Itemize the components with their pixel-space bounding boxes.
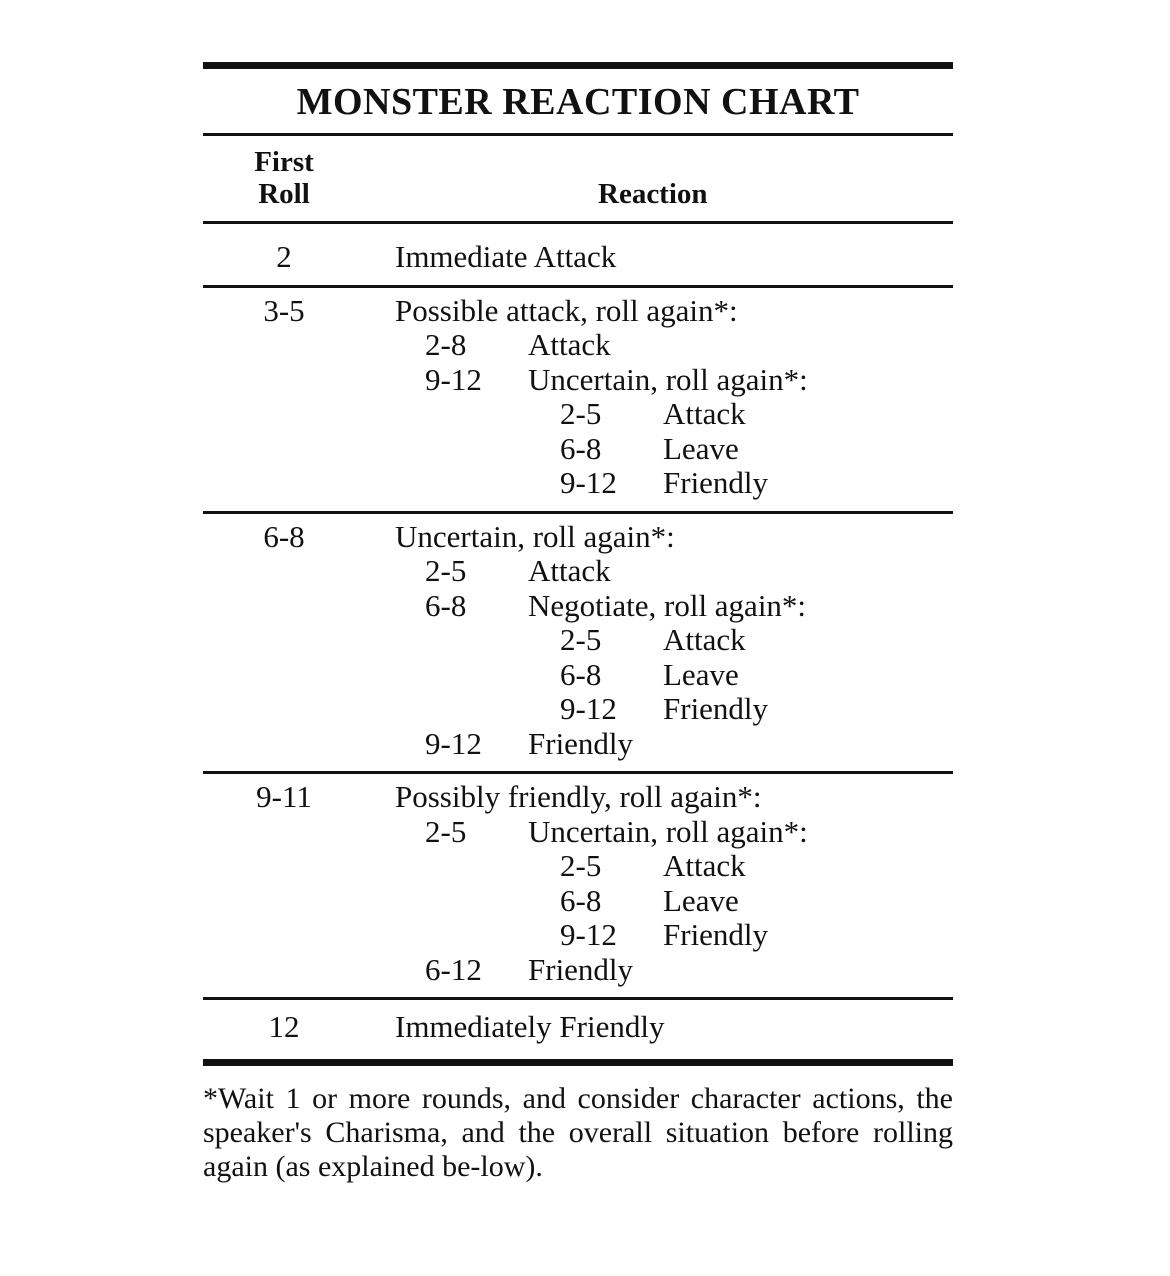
sub-result: Friendly [528,725,634,761]
sub-line [203,589,953,624]
sub-range: 2-5 [425,813,467,849]
table-row [203,288,953,511]
reaction-text: Possible attack, roll again*: [395,292,738,328]
first-roll-header-line1: First [254,146,314,178]
table-row [203,1000,953,1059]
sub-result: Friendly [528,951,634,987]
subsub-range: 2-5 [560,622,602,657]
subsub-result: Leave [663,430,739,466]
subsub-result: Friendly [663,691,769,726]
sub-line [203,363,953,398]
sub-result: Negotiate, roll again*: [528,587,807,623]
footnote: *Wait 1 or more rounds, and consider character actions, the speaker's Charisma, and the overall situation before rolling again (as explained be-low). [203,1082,953,1183]
first-roll-value: 3-5 [263,292,305,328]
subsub-result: Leave [663,882,739,918]
subsub-line [203,623,953,658]
first-roll-value: 6-8 [263,518,305,554]
subsub-range: 6-8 [560,882,602,918]
sub-range: 6-12 [425,951,482,987]
main-line [203,240,953,275]
subsub-result: Friendly [663,917,769,952]
table-row [203,514,953,772]
subsub-line [203,432,953,467]
bottom-rule [203,1059,953,1066]
first-roll-value: 2 [276,239,292,274]
reaction-text: Uncertain, roll again*: [395,518,675,554]
sub-result: Attack [528,553,611,588]
subsub-range: 6-8 [560,656,602,692]
subsub-result: Friendly [663,465,769,500]
first-roll-header-line2: Roll [258,178,310,210]
table-row [203,224,953,285]
sub-range: 2-8 [425,327,467,362]
sub-line [203,328,953,363]
subsub-range: 2-5 [560,848,602,883]
subsub-line [203,692,953,727]
sub-line [203,727,953,762]
reaction-text: Immediately Friendly [395,1009,665,1044]
main-line [203,780,953,815]
first-roll-value: 12 [268,1009,300,1044]
subsub-line [203,466,953,501]
sub-range: 6-8 [425,587,467,623]
subsub-line [203,658,953,693]
subsub-result: Attack [663,622,746,657]
reaction-chart [203,62,953,1066]
main-line [203,520,953,555]
subsub-line [203,884,953,919]
sub-range: 2-5 [425,553,467,588]
sub-line [203,815,953,850]
sub-line [203,953,953,988]
chart-title: MONSTER REACTION CHART [296,81,860,123]
reaction-text: Possibly friendly, roll again*: [395,779,762,814]
first-roll-header [203,146,365,210]
subsub-range: 2-5 [560,396,602,431]
sub-range: 9-12 [425,361,482,397]
sub-result: Uncertain, roll again*: [528,813,808,849]
subsub-range: 6-8 [560,430,602,466]
subsub-line [203,397,953,432]
top-rule [203,62,953,69]
sub-result: Uncertain, roll again*: [528,361,808,397]
subsub-result: Attack [663,396,746,431]
subsub-range: 9-12 [560,691,617,726]
sub-range: 9-12 [425,725,482,761]
subsub-result: Attack [663,848,746,883]
main-line [203,1010,953,1045]
subsub-line [203,918,953,953]
main-line [203,294,953,329]
sub-line [203,554,953,589]
first-roll-value: 9-11 [256,779,312,814]
subsub-line [203,849,953,884]
sub-result: Attack [528,327,611,362]
table-row [203,774,953,997]
subsub-range: 9-12 [560,917,617,952]
subsub-range: 9-12 [560,465,617,500]
reaction-text: Immediate Attack [395,239,617,274]
column-header [203,136,953,221]
reaction-header: Reaction [598,178,708,210]
subsub-result: Leave [663,656,739,692]
